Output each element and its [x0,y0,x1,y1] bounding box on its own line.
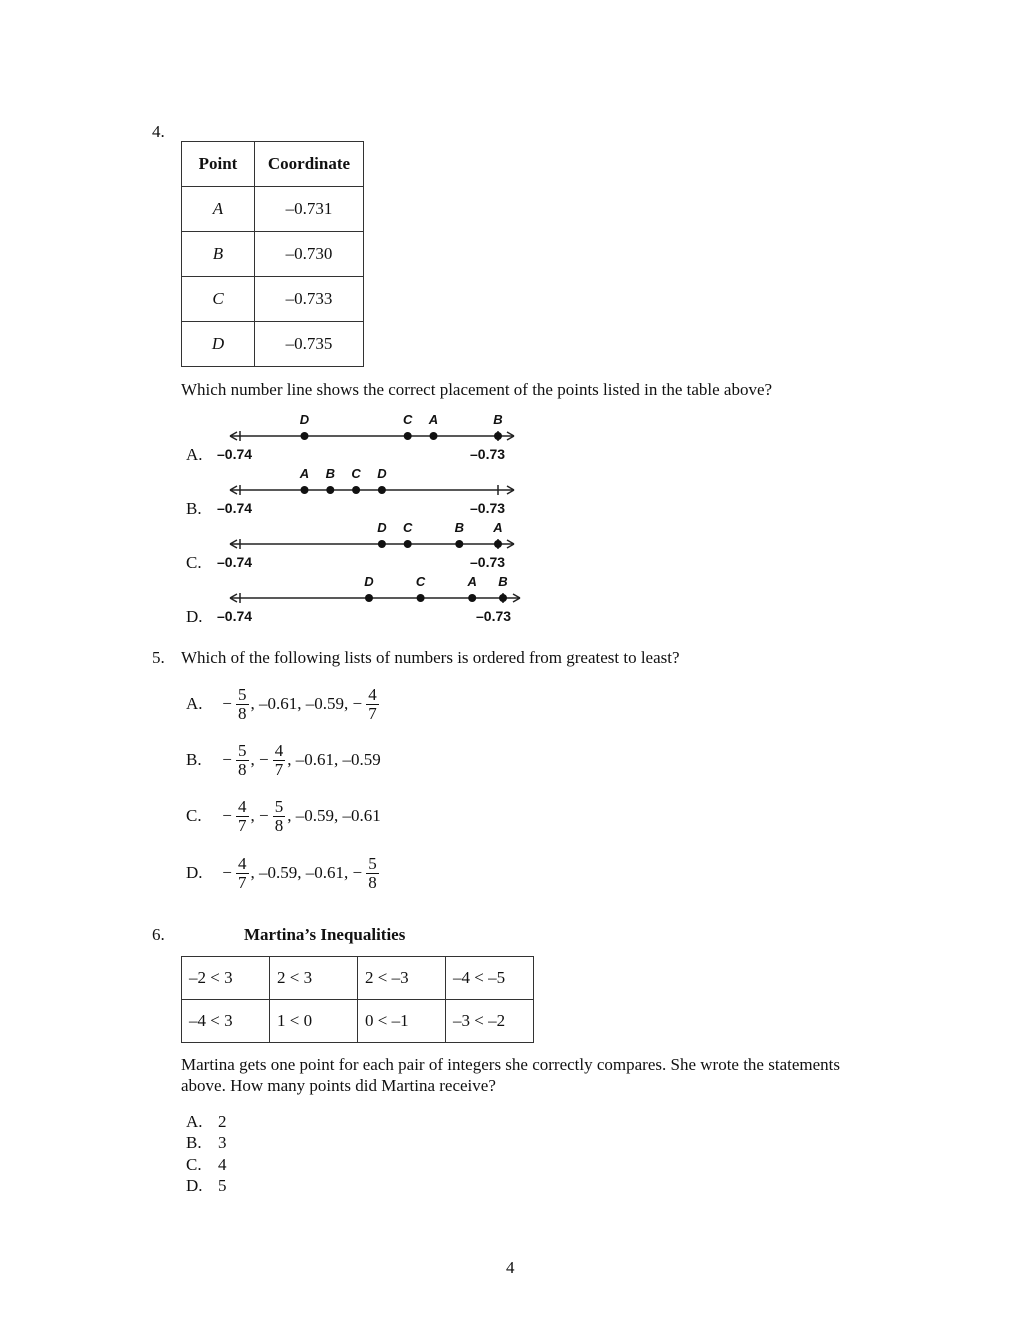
q4-prompt: Which number line shows the correct placement of the points listed in the table above? [181,380,773,399]
table-row [182,1000,534,1043]
point-label: B [325,466,335,481]
point-marker [468,594,476,602]
fraction: $\frac{5}{8}$ [274,797,284,835]
point-marker [494,432,502,440]
fraction: $\frac{4}{7}$ [238,797,247,835]
option-label: C. [186,806,202,826]
coordinate-cell: –0.731 [255,187,364,232]
point-cell: D [182,322,255,367]
option-label: D. [186,863,203,883]
q5-option-a[interactable]: A. − $\frac{5}{8}$ , –0.61, –0.59, − $\frac{4}{7}$ [186,685,377,723]
point-marker [494,540,502,548]
point-marker [352,486,360,494]
point-label: A [299,466,310,481]
q6-option-d[interactable]: D. 5 [186,1175,227,1195]
fraction: $\frac{4}{7}$ [368,685,377,723]
point-cell: A [182,187,255,232]
q6-option-c[interactable]: C. 4 [186,1154,227,1174]
point-marker [404,540,412,548]
point-marker [378,540,386,548]
point-cell: B [182,232,255,277]
fraction: $\frac{5}{8}$ [368,854,377,892]
q5-option-c[interactable]: C. − $\frac{4}{7}$ , − $\frac{5}{8}$ , –0.59, –0.61 [186,797,381,835]
point-label: B [493,412,503,427]
inequality-cell: 1 < 0 [270,1000,358,1043]
option-text: , –0.59, –0.61, [250,863,349,883]
point-marker [430,432,438,440]
q6-number: 6. [152,925,165,944]
point-label: D [364,574,374,589]
inequality-cell: –4 < 3 [182,1000,270,1043]
option-label: A. [186,694,203,714]
inequality-cell: 2 < –3 [358,957,446,1000]
point-label: A [493,520,503,535]
q5-prompt: Which of the following lists of numbers is ordered from greatest to least? [181,648,680,667]
point-label: B [454,520,464,535]
coordinate-cell: –0.733 [255,277,364,322]
coordinate-cell: –0.730 [255,232,364,277]
inequality-cell: –3 < –2 [446,1000,534,1043]
point-label: A [428,412,439,427]
header-coordinate: Coordinate [255,142,364,187]
q6-prompt: Martina gets one point for each pair of integers she correctly compares. She wrote the statements above. How many points did Martina receive? [181,1055,840,1095]
option-text: , –0.61, –0.59 [287,750,381,770]
point-cell: C [182,277,255,322]
tick-label-right: –0.73 [470,500,506,516]
point-label: C [403,520,413,535]
point-label: C [351,466,361,481]
tick-label-right: –0.73 [470,446,506,462]
point-label: D [377,466,387,481]
q5-option-d[interactable]: D. − $\frac{4}{7}$ , –0.59, –0.61, − $\frac{5}{8}$ [186,854,377,892]
inequality-cell: 2 < 3 [270,957,358,1000]
q6-option-a[interactable]: A. 2 [186,1112,227,1131]
point-marker [417,594,425,602]
point-marker [301,486,309,494]
fraction: $\frac{4}{7}$ [238,854,247,892]
option-text: , –0.59, –0.61 [287,806,381,826]
point-label: B [498,574,508,589]
point-label: D [377,520,387,535]
q6-options [186,1111,227,1196]
fraction: $\frac{5}{8}$ [238,741,247,779]
inequality-cell: –2 < 3 [182,957,270,1000]
point-marker [404,432,412,440]
nl-option-label-b: B. [186,499,202,518]
table-row [182,957,534,1000]
point-marker [326,486,334,494]
nl-option-label-d: D. [186,607,203,626]
q5-option-b[interactable]: B. − $\frac{5}{8}$ , − $\frac{4}{7}$ , –0.61, –0.59 [186,741,381,779]
point-marker [455,540,463,548]
tick-label-right: –0.73 [476,608,512,624]
page-number: 4 [506,1258,515,1277]
inequality-cell: –4 < –5 [446,957,534,1000]
tick-label-left: –0.74 [217,500,253,516]
point-marker [301,432,309,440]
tick-label-left: –0.74 [217,446,253,462]
point-label: C [403,412,413,427]
nl-option-label-a: A. [186,445,203,464]
coordinate-cell: –0.735 [255,322,364,367]
point-marker [365,594,373,602]
point-label: A [467,574,477,589]
q6-option-b[interactable]: B. 3 [186,1133,227,1153]
point-label: D [299,412,310,427]
option-text: , –0.61, –0.59, [250,694,349,714]
option-label: B. [186,750,202,770]
point-marker [378,486,386,494]
nl-option-label-c: C. [186,553,202,572]
tick-label-right: –0.73 [470,554,506,570]
q6-title: Martina’s Inequalities [244,925,406,944]
fraction: $\frac{5}{8}$ [238,685,247,723]
q4-number: 4. [152,122,165,141]
header-point: Point [182,142,255,187]
point-marker [499,594,507,602]
tick-label-left: –0.74 [217,608,253,624]
inequalities-table [181,956,534,1043]
point-label: C [415,574,426,589]
inequality-cell: 0 < –1 [358,1000,446,1043]
fraction: $\frac{4}{7}$ [274,741,284,779]
q5-number: 5. [152,648,165,667]
tick-label-left: –0.74 [217,554,253,570]
number-lines-figure [0,0,1024,640]
